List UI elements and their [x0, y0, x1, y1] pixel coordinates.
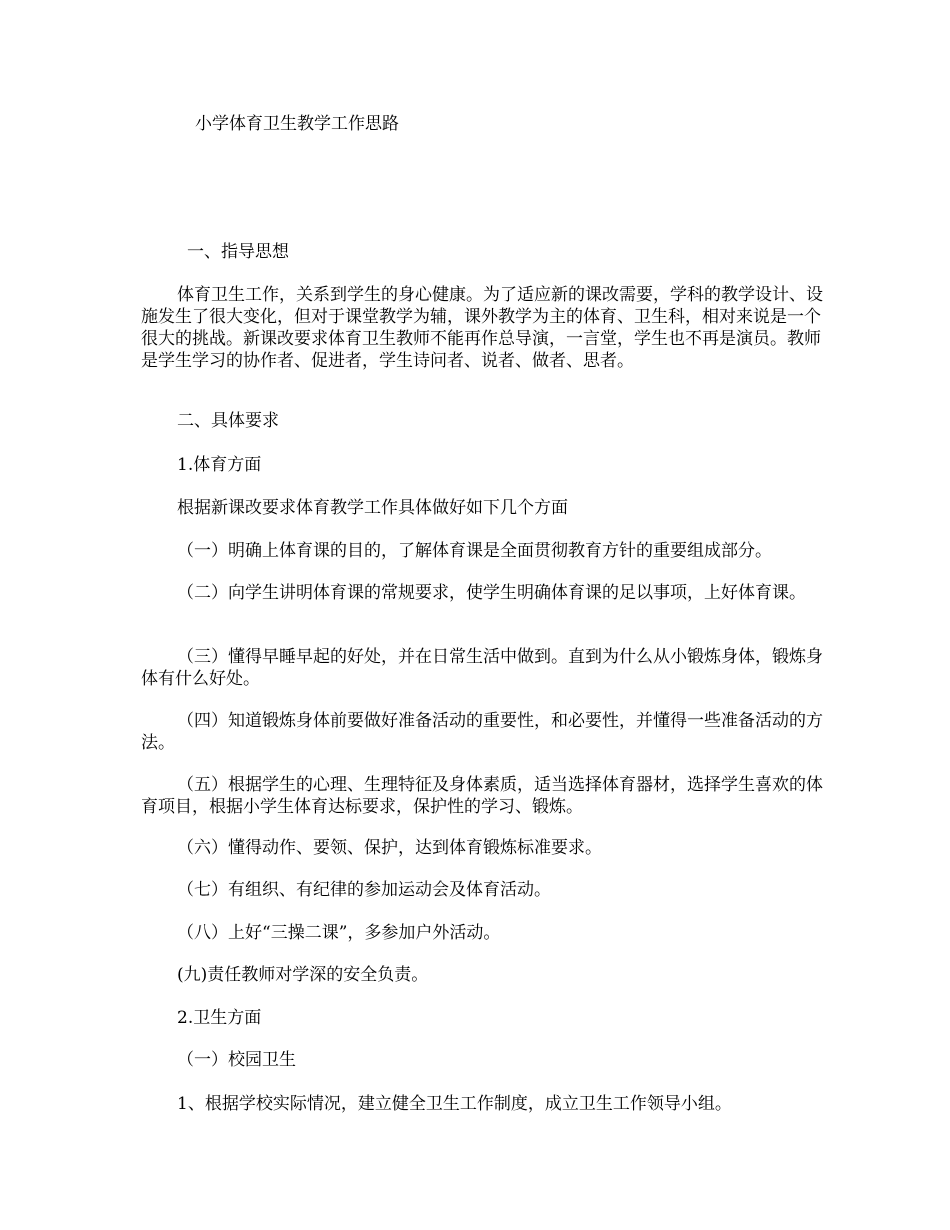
- list-item-pe-3: （三）懂得早睡早起的好处，并在日常生活中做到。直到为什么从小锻炼身体，锻炼身体有什么好处。: [141, 647, 823, 689]
- list-item-hygiene-1: 1、根据学校实际情况，建立健全卫生工作制度，成立卫生工作领导小组。: [177, 1094, 732, 1114]
- list-item-pe-8: （八）上好“三操二课”，多参加户外活动。: [177, 923, 501, 943]
- list-item-pe-7: （七）有组织、有纪律的参加运动会及体育活动。: [177, 880, 551, 900]
- list-item-pe-1: （一）明确上体育课的目的，了解体育课是全面贯彻教育方针的重要组成部分。: [177, 541, 772, 561]
- section-heading-requirements: 二、具体要求: [177, 411, 279, 431]
- document-title: 小学体育卫生教学工作思路: [195, 114, 399, 134]
- list-item-pe-4: （四）知道锻炼身体前要做好准备活动的重要性，和必要性，并懂得一些准备活动的方法。: [141, 711, 823, 753]
- paragraph-guiding-thought: 体育卫生工作，关系到学生的身心健康。为了适应新的课改需要，学科的教学设计、设施发生了很大变化，但对于课堂教学为辅，课外教学为主的体育、卫生科，相对来说是一个很大的挑战。新课改要求体育卫生教师不能再作总导演，一言堂，学生也不再是演员。教师是学生学习的协作者、促进者，学生诗问者、说者、做者、思者。: [141, 285, 823, 371]
- subsection-heading-pe: 1.体育方面: [177, 455, 262, 475]
- list-item-pe-9: (九)责任教师对学深的安全负责。: [177, 965, 429, 985]
- section-heading-guiding-thought: 一、指导思想: [187, 242, 289, 262]
- list-item-pe-2: （二）向学生讲明体育课的常规要求，使学生明确体育课的足以事项，上好体育课。: [177, 583, 806, 603]
- paragraph-pe-intro: 根据新课改要求体育教学工作具体做好如下几个方面: [177, 498, 568, 518]
- subsection-heading-hygiene: 2.卫生方面: [177, 1008, 262, 1028]
- subsection-heading-campus-hygiene: （一）校园卫生: [177, 1050, 296, 1070]
- list-item-pe-5: （五）根据学生的心理、生理特征及身体素质，适当选择体育器材，选择学生喜欢的体育项目，根据小学生体育达标要求，保护性的学习、锻炼。: [141, 775, 823, 817]
- list-item-pe-6: （六）懂得动作、要领、保护，达到体育锻炼标准要求。: [177, 838, 602, 858]
